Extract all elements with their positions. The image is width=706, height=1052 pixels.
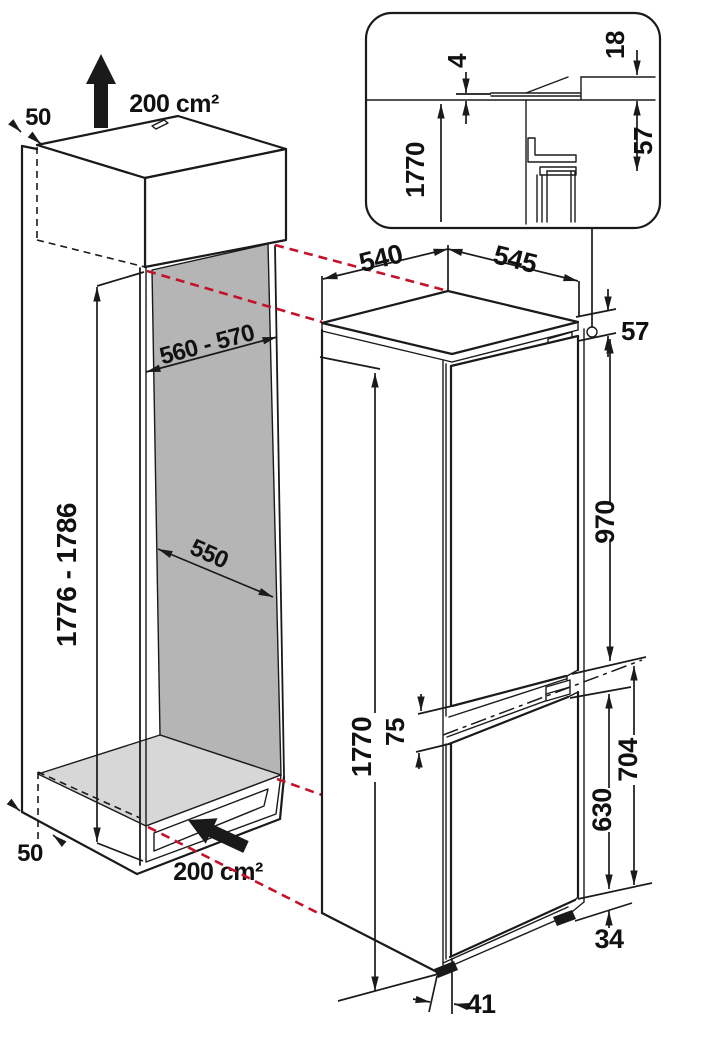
dim-label-niche-width: 560 - 570 — [156, 319, 258, 371]
dim-label-door-gap: 75 — [380, 718, 410, 746]
dim-label-appliance-height: 1770 — [346, 716, 377, 778]
appliance-left-panel — [322, 330, 452, 972]
dim-label-niche-top-wall: 50 — [25, 104, 51, 131]
dim-label-inset-cover-height: 18 — [600, 31, 630, 59]
dim-label-appliance-width: 545 — [490, 239, 540, 280]
dim-label-foot-inset: 41 — [466, 989, 496, 1019]
dim-label-top-hinge-clearance: 57 — [621, 316, 649, 346]
airflow-up-arrow-icon — [86, 54, 116, 128]
dim-label-bottom-vent-area: 200 cm² — [173, 858, 263, 886]
dim-label-inset-top-gap: 4 — [442, 54, 472, 68]
dim-label-niche-height: 1776 - 1786 — [51, 503, 82, 647]
upper-door — [451, 336, 578, 706]
dim-label-niche-depth: 550 — [185, 533, 233, 575]
dim-label-inset-hinge-clearance: 57 — [628, 127, 658, 155]
hinge-reference-marker — [587, 327, 597, 337]
niche-back-panel — [152, 244, 281, 775]
dim-label-upper-door-height: 970 — [590, 500, 620, 544]
dim-label-niche-bottom-wall: 50 — [17, 840, 43, 867]
appliance-figure — [320, 228, 652, 1019]
dim-label-lower-door-height: 630 — [587, 788, 617, 832]
dim-label-base-offset: 34 — [594, 924, 624, 954]
dim-label-inset-height: 1770 — [400, 142, 430, 198]
detail-inset — [366, 13, 660, 228]
dim-label-appliance-depth: 540 — [356, 238, 406, 279]
dim-label-top-vent-area: 200 cm² — [129, 90, 219, 118]
dim-label-lower-section-height: 704 — [613, 738, 643, 782]
niche-figure — [12, 54, 286, 886]
